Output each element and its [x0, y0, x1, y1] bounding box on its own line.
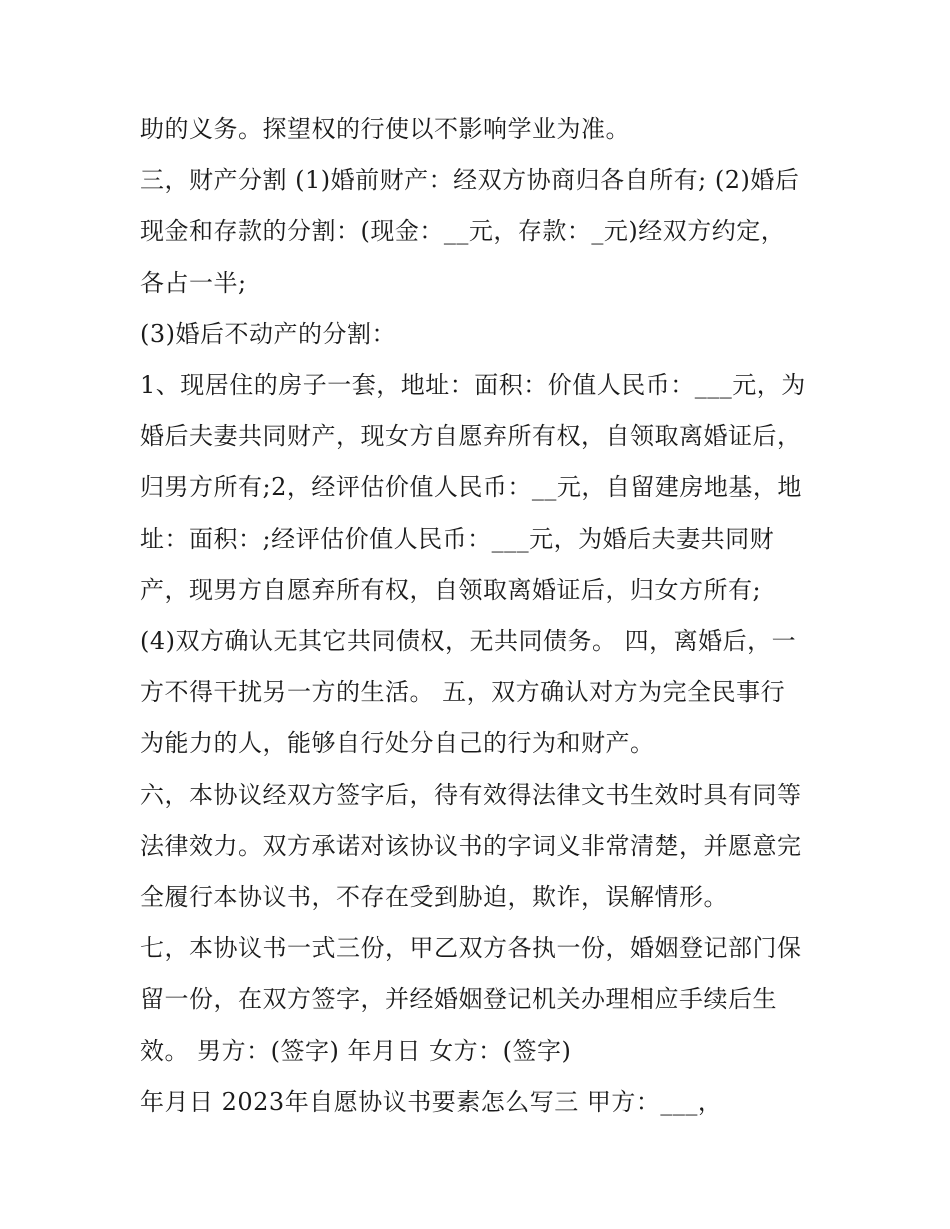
text-line: 七，本协议书一式三份，甲乙双方各执一份，婚姻登记部门保	[140, 934, 802, 963]
text-line: 址：面积：;经评估价值人民币：___元，为婚后夫妻共同财	[140, 524, 775, 553]
text-line: 产，现男方自愿弃所有权，自领取离婚证后，归女方所有;	[140, 575, 762, 604]
text-line: 方不得干扰另一方的生活。 五，双方确认对方为完全民事行	[140, 678, 786, 707]
text-line: 为能力的人，能够自行处分自己的行为和财产。	[140, 729, 655, 758]
text-line: 效。 男方：(签字) 年月日 女方：(签字)	[140, 1036, 572, 1065]
text-line: 留一份，在双方签字，并经婚姻登记机关办理相应手续后生	[140, 985, 777, 1014]
text-line: 全履行本协议书，不存在受到胁迫，欺诈，误解情形。	[140, 883, 728, 912]
text-line: 法律效力。双方承诺对该协议书的字词义非常清楚，并愿意完	[140, 831, 802, 860]
document-body	[140, 104, 820, 1128]
text-line: (4)双方确认无其它共同债权，无共同债务。 四，离婚后，一	[140, 627, 797, 656]
text-line: 归男方所有;2，经评估价值人民币：__元，自留建房地基，地	[140, 473, 802, 502]
text-line: 六，本协议经双方签字后，待有效得法律文书生效时具有同等	[140, 780, 802, 809]
text-line: 三，财产分割 (1)婚前财产：经双方协商归各自所有; (2)婚后	[140, 166, 800, 195]
text-line: 助的义务。探望权的行使以不影响学业为准。	[140, 115, 630, 143]
text-line: 1、现居住的房子一套，地址：面积：价值人民币：___元，为	[140, 371, 806, 400]
text-line: (3)婚后不动产的分割：	[140, 319, 396, 348]
text-line: 年月日 2023年自愿协议书要素怎么写三 甲方：___，	[140, 1087, 723, 1116]
text-line: 各占一半;	[140, 268, 247, 297]
text-line: 婚后夫妻共同财产，现女方自愿弃所有权，自领取离婚证后，	[140, 422, 802, 451]
text-line: 现金和存款的分割：(现金：__元，存款：_元)经双方约定，	[140, 217, 786, 246]
